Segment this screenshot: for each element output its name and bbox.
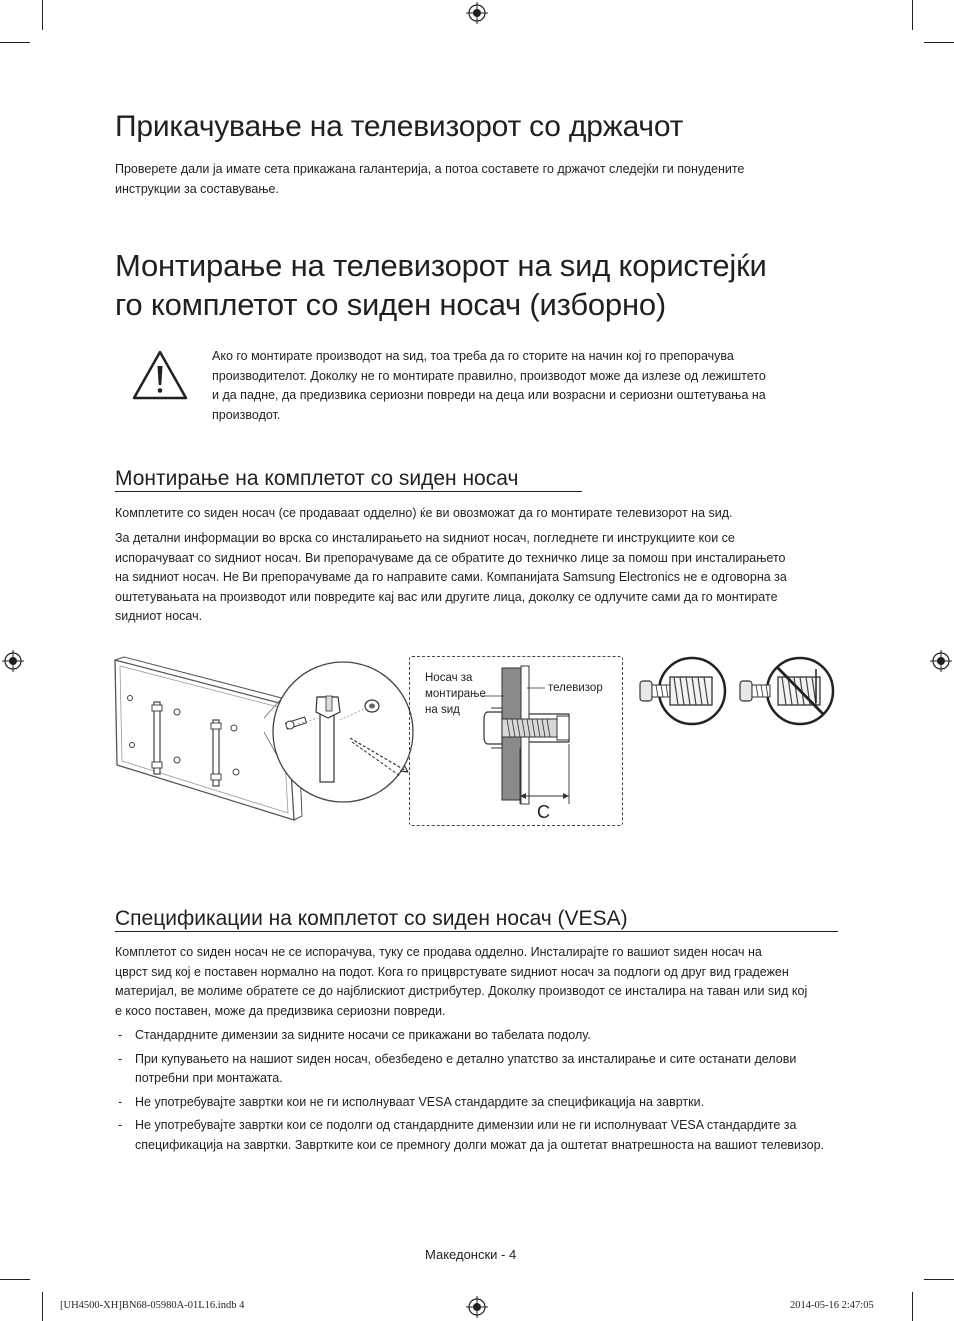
vesa-section-heading: Спецификации на комплетот со ѕиден носач (VESA) [115, 906, 838, 932]
callout-arrow [348, 732, 414, 782]
paragraph-line: цврст ѕид кој е поставен нормално на подот. Кога го прицврстувате ѕидниот носач за подлоги од друг вид градежен [115, 964, 789, 979]
vesa-section-paragraph [115, 943, 855, 1021]
kit-section-details [115, 529, 845, 627]
warning-line: и да падне, да предизвика сериозни повреди на деца или возрасни и сериозни оштетувања на [212, 388, 766, 402]
list-item: - Стандардните димензии за ѕидните носачи се прикажани во табелата подолу. [115, 1026, 845, 1046]
tv-label: телевизор [548, 682, 603, 694]
print-date-info: 2014-05-16 2:47:05 [790, 1300, 874, 1311]
paragraph-line: на ѕидниот носач. Не Ви препорачуваме да го направите сами. Компанијата Samsung Electronics не е одговорна за [115, 570, 787, 584]
list-item: - Не употребувајте завртки кои не ги исполнуваат VESA стандардите за спецификација на завртки. [115, 1093, 845, 1113]
wall-mount-title [115, 246, 767, 324]
crop-mark [912, 0, 913, 30]
paragraph-line: оштетувањата на производот или повредите кај вас или другите лица, доколку се одлучите сами да го монтирате [115, 589, 778, 604]
vesa-notes-list [115, 1026, 845, 1159]
page-title: Прикачување на телевизорот со држачот [115, 110, 684, 143]
bracket-label: Носач за [425, 672, 473, 684]
intro-text: Проверете дали ја имате сета прикажана галантерија, а потоа составете го држачот следејќи ги понудените инструкции за составување. [115, 162, 745, 196]
crop-mark [924, 1279, 954, 1280]
cross-section-diagram [409, 656, 623, 826]
paragraph-line: испорачуваат со ѕидниот носач. Ви препорачуваме да се обратите до техничко лице за помош при инсталирањето [115, 550, 786, 565]
crop-mark [0, 1279, 30, 1280]
kit-section-heading: Монтирање на комплетот со ѕиден носач [115, 466, 582, 492]
crop-mark [912, 1292, 913, 1321]
correct-screw-icon [634, 655, 728, 727]
warning-triangle-icon [131, 349, 189, 401]
registration-mark-icon [2, 650, 24, 672]
warning-line: производителот. Доколку не го монтирате правилно, производот може да излезе од лежиштето [212, 368, 766, 383]
bracket-label: монтирање [425, 688, 486, 700]
paragraph-line: материјал, ве молиме обратете се до најблискиот дистрибутер. Доколку производот се инсталира на таван или ѕид кој [115, 984, 808, 998]
c-dimension-label: C [537, 802, 550, 822]
crop-mark [924, 42, 954, 43]
kit-section-paragraph: Комплетите со ѕиден носач (се продаваат одделно) ќе ви овозможат да го монтирате телевизорот на ѕид. [115, 506, 733, 520]
paragraph-line: За детални информации во врска со инсталирањето на ѕидниот носач, погледнете ги инструкциите кои се [115, 531, 735, 545]
crop-mark [0, 42, 30, 43]
warning-text [212, 347, 812, 425]
wall-mount-title-line: го комплетот со ѕиден носач (изборно) [115, 287, 667, 322]
registration-mark-icon [466, 1296, 488, 1318]
warning-line: производот. [212, 407, 281, 422]
page-number: Македонски - 4 [425, 1247, 517, 1262]
list-item: - Не употребувајте завртки кои се подолги од стандардните димензии или не ги исполнуваат VESA стандардите за спецификација на завртки. Завртките кои се премногу долги можат да ја оштетат внатрешноста на вашиот телевизор. [115, 1116, 845, 1155]
print-file-info: [UH4500-XH]BN68-05980A-01L16.indb 4 [60, 1300, 245, 1311]
registration-mark-icon [930, 650, 952, 672]
paragraph-line: ѕидниот носач. [115, 609, 203, 623]
paragraph-line: е косо поставен, може да предизвика сериозни повреди. [115, 1003, 446, 1018]
list-item: - При купувањето на нашиот ѕиден носач, обезбедено е детално упатство за инсталирање и сите останати делови потребни при монтажата. [115, 1050, 845, 1089]
crop-mark [42, 1292, 43, 1321]
paragraph-line: Комплетот со ѕиден носач не се испорачува, туку се продава одделно. Инсталирајте го вашиот ѕиден носач на [115, 945, 762, 959]
warning-line: Ако го монтирате производот на ѕид, тоа треба да го сторите на начин кој го препорачува [212, 349, 734, 363]
prohibited-screw-icon [738, 655, 838, 727]
registration-mark-icon [466, 2, 488, 24]
crop-mark [42, 0, 43, 30]
bracket-label: на ѕид [425, 704, 460, 716]
wall-mount-title-line: Монтирање на телевизорот на ѕид користејќи [115, 248, 767, 283]
